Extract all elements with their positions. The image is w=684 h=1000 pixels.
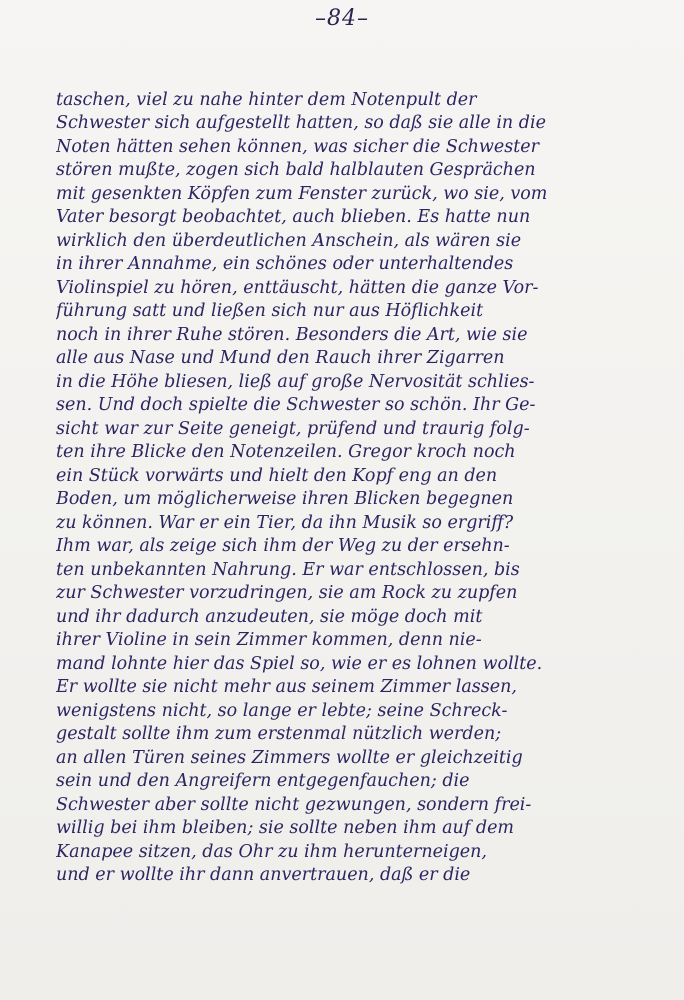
text-line: gestalt sollte ihm zum erstenmal nützlich werden;	[56, 724, 502, 744]
text-line: Schwester sich aufgestellt hatten, so daß sie alle in die	[56, 113, 546, 133]
text-line: in ihrer Annahme, ein schönes oder unterhaltendes	[56, 254, 514, 274]
text-line: stören mußte, zogen sich bald halblauten Gesprächen	[56, 160, 536, 180]
text-line: an allen Türen seines Zimmers wollte er gleichzeitig	[56, 748, 523, 768]
text-line: zu können. War er ein Tier, da ihn Musik so ergriff?	[56, 513, 514, 533]
text-line: willig bei ihm bleiben; sie sollte neben ihm auf dem	[56, 818, 515, 838]
text-line: ten ihre Blicke den Notenzeilen. Gregor kroch noch	[56, 442, 516, 462]
text-line: ein Stück vorwärts und hielt den Kopf eng an den	[56, 466, 498, 486]
text-line: wirklich den überdeutlichen Anschein, als wären sie	[56, 231, 522, 251]
text-line: wenigstens nicht, so lange er lebte; seine Schreck-	[56, 701, 508, 721]
text-line: sen. Und doch spielte die Schwester so schön. Ihr Ge-	[56, 395, 536, 415]
text-line: sicht war zur Seite geneigt, prüfend und traurig folg-	[56, 419, 530, 439]
text-line: mand lohnte hier das Spiel so, wie er es lohnen wollte.	[56, 654, 543, 674]
text-line: Boden, um möglicherweise ihren Blicken begegnen	[56, 489, 514, 509]
text-line: Schwester aber sollte nicht gezwungen, sondern frei-	[56, 795, 532, 815]
text-line: und er wollte ihr dann anvertrauen, daß er die	[56, 865, 471, 885]
text-line: Ihm war, als zeige sich ihm der Weg zu der ersehn-	[56, 536, 510, 556]
text-line: Noten hätten sehen können, was sicher die Schwester	[56, 137, 540, 157]
text-line: ten unbekannten Nahrung. Er war entschlossen, bis	[56, 560, 520, 580]
text-line: Vater besorgt beobachtet, auch blieben. Es hatte nun	[56, 207, 531, 227]
text-line: sein und den Angreifern entgegenfauchen; die	[56, 771, 470, 791]
text-line: Violinspiel zu hören, enttäuscht, hätten die ganze Vor-	[56, 278, 539, 298]
text-line: taschen, viel zu nahe hinter dem Notenpult der	[56, 90, 477, 110]
text-line: führung satt und ließen sich nur aus Höflichkeit	[56, 301, 484, 321]
text-line: zur Schwester vorzudringen, sie am Rock zu zupfen	[56, 583, 518, 603]
text-line: Kanapee sitzen, das Ohr zu ihm herunterneigen,	[56, 842, 487, 862]
text-line: Er wollte sie nicht mehr aus seinem Zimmer lassen,	[56, 677, 517, 697]
text-line: ihrer Violine in sein Zimmer kommen, denn nie-	[56, 630, 482, 650]
text-line: alle aus Nase und Mund den Rauch ihrer Zigarren	[56, 348, 505, 368]
page-number: –84–	[315, 6, 369, 31]
text-line: und ihr dadurch anzudeuten, sie möge doch mit	[56, 607, 483, 627]
text-line: noch in ihrer Ruhe stören. Besonders die Art, wie sie	[56, 325, 528, 345]
text-line: in die Höhe bliesen, ließ auf große Nervosität schlies-	[56, 372, 535, 392]
text-line: mit gesenkten Köpfen zum Fenster zurück, wo sie, vom	[56, 184, 548, 204]
